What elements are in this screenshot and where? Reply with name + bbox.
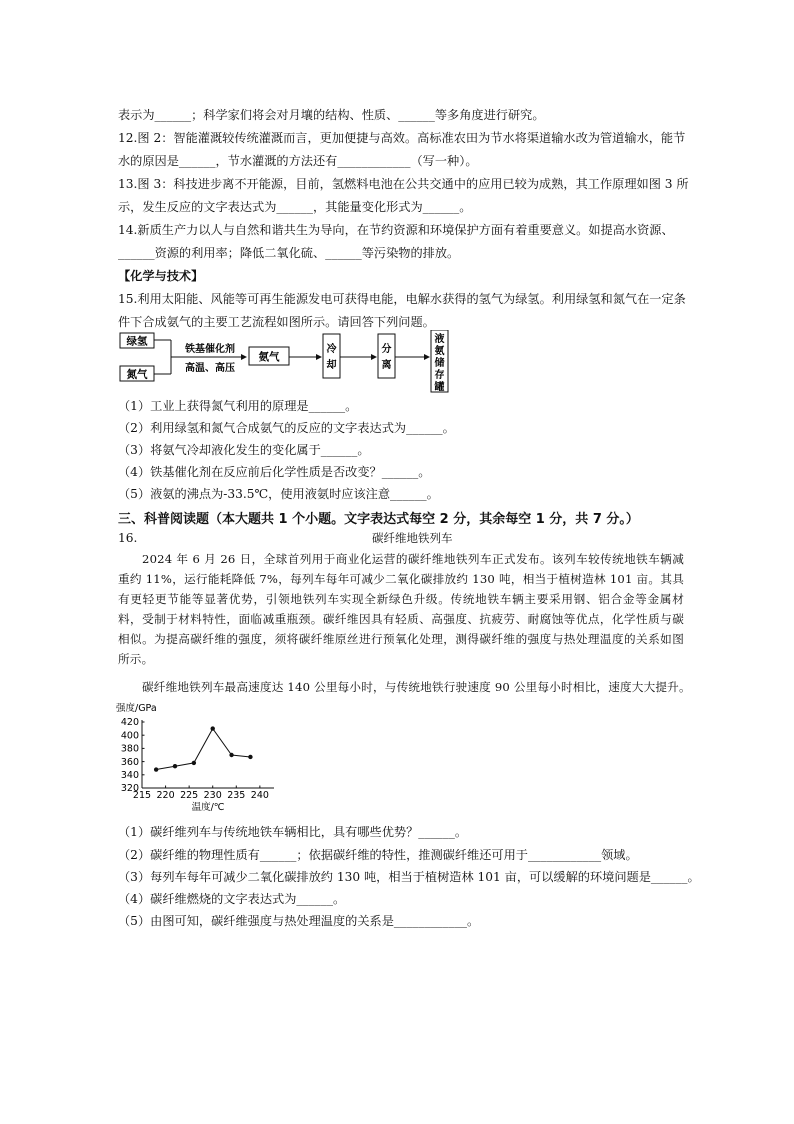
cooling-label-1: 冷 [326,344,337,355]
x-tick-label: 230 [203,790,222,801]
x-tick-label: 215 [132,790,152,801]
tank-label-1: 液 [434,334,445,345]
q15-sub-3: （3）将氨气冷却液化发生的变化属于______。 [118,443,370,457]
y-tick-label: 320 [120,783,139,795]
q16-sub-4: （4）碳纤维燃烧的文字表达式为______。 [118,892,346,906]
q15-line-1: 15.利用太阳能、风能等可再生能源发电可获得电能，电解水获得的氢气为绿氢。利用绿氢和氮气在一定条 [118,292,686,306]
data-point [248,755,252,759]
q12-line-1: 12.图 2：智能灌溉较传统灌溉而言，更加便捷与高效。高标准农田为节水将渠道输水改为管道输水，能节 [118,131,686,145]
data-point [211,726,215,730]
catalyst-label: 铁基催化剂 [185,344,235,355]
condition-label: 高温、高压 [185,363,235,374]
section-chem-tech: 【化学与技术】 [118,269,204,283]
data-point [192,761,196,765]
q15-sub-1: （1）工业上获得氮气利用的原理是______。 [118,399,358,413]
q15-sub-5: （5）液氨的沸点为-33.5℃，使用液氨时应该注意______。 [118,487,439,501]
q15-line-2: 件下合成氨气的主要工艺流程如图所示。请回答下列问题。 [118,315,435,329]
nitrogen-label: 氮气 [126,368,148,381]
x-tick-label: 235 [227,790,246,801]
data-point [173,764,177,768]
q13-line-2: 示，发生反应的文字表达式为______，其能量变化形式为______。 [118,200,472,214]
strength-temperature-chart [112,702,282,814]
separation-label-2: 离 [381,360,392,371]
q13-line-1: 13.图 3：科技进步离不开能源，目前，氢燃料电池在公共交通中的应用已较为成熟，其工作原理如图 3 所 [118,177,689,191]
ammonia-flow-diagram [118,330,458,396]
separation-label-1: 分 [381,344,392,355]
cooling-box [323,334,340,378]
q15-sub-2: （2）利用绿氢和氮气合成氨气的反应的文字表达式为______。 [118,421,455,435]
separation-box [378,334,395,378]
article-paragraph-1: 2024 年 6 月 26 日，全球首列用于商业化运营的碳纤维地铁列车正式发布。该列车较传统地铁车辆减重约 11%，运行能耗降低 7%，每列车每年可减少二氧化碳排放约 130 吨，相当于植树造林 101 亩。其具有更轻更节能等显著优势，引领地铁列车实现全新绿色升级。传统地铁车辆主要采用钢、铝合金等金属材料，受制于材料特性，面临减重瓶颈。碳纤维因具有轻质、高强度、抗疲劳、耐腐蚀等优点，化学性质与碳相似。为提高碳纤维的强度，须将碳纤维原丝进行预氧化处理，测得碳纤维的强度与热处理温度的关系如图所示。 [118,552,684,666]
x-tick-label: 225 [180,790,199,801]
q16-sub-1: （1）碳纤维列车与传统地铁车辆相比，具有哪些优势？______。 [118,825,468,839]
section-3-heading: 三、科普阅读题（本大题共 1 个小题。文字表达式每空 2 分，其余每空 1 分，共 7 分。） [118,512,639,527]
y-tick-label: 340 [120,770,139,781]
q16-sub-3: （3）每列车每年可减少二氧化碳排放约 130 吨，相当于植树造林 101 亩，可以缓解的环境问题是______。 [118,870,700,884]
q12-line-2: 水的原因是______，节水灌溉的方法还有____________（写一种）。 [118,154,478,168]
y-tick-label: 400 [120,730,139,742]
q16-number: 16. [118,531,138,545]
ammonia-label: 氨气 [258,351,280,363]
x-tick-label: 240 [250,790,269,801]
article-title: 碳纤维地铁列车 [372,531,453,545]
tank-label-4: 存 [434,370,445,381]
chart-ylabel: 强度/GPa [116,703,157,714]
q14-line-1: 14.新质生产力以人与自然和谐共生为导向，在节约资源和环境保护方面有着重要意义。如提高水资源、 [118,223,674,237]
y-tick-label: 380 [120,743,139,755]
y-tick-label: 420 [120,717,139,729]
q15-sub-4: （4）铁基催化剂在反应前后化学性质是否改变？______。 [118,465,431,479]
data-point [229,753,233,757]
y-tick-label: 360 [120,756,139,768]
article-paragraph-2: 碳纤维地铁列车最高速度达 140 公里每小时，与传统地铁行驶速度 90 公里每小时相比，速度大大提升。 [142,680,691,694]
strength-line [156,729,250,770]
q16-sub-5: （5）由图可知，碳纤维强度与热处理温度的关系是____________。 [118,914,480,928]
green-hydrogen-label: 绿氢 [126,335,148,348]
q16-sub-2: （2）碳纤维的物理性质有______；依据碳纤维的特性，推测碳纤维还可用于____________领域。 [118,848,638,862]
cooling-label-2: 却 [326,360,337,371]
tank-label-5: 罐 [434,382,445,393]
q11-line-2: 表示为______；科学家们将会对月壤的结构、性质、______等多角度进行研究。 [118,108,545,122]
data-point [154,767,158,771]
tank-label-3: 储 [434,358,445,369]
x-tick-label: 220 [156,790,175,801]
q14-line-2: ______资源的利用率；降低二氧化硫、______等污染物的排放。 [118,246,460,260]
tank-label-2: 氨 [434,346,445,357]
chart-xlabel: 温度/℃ [191,802,225,813]
